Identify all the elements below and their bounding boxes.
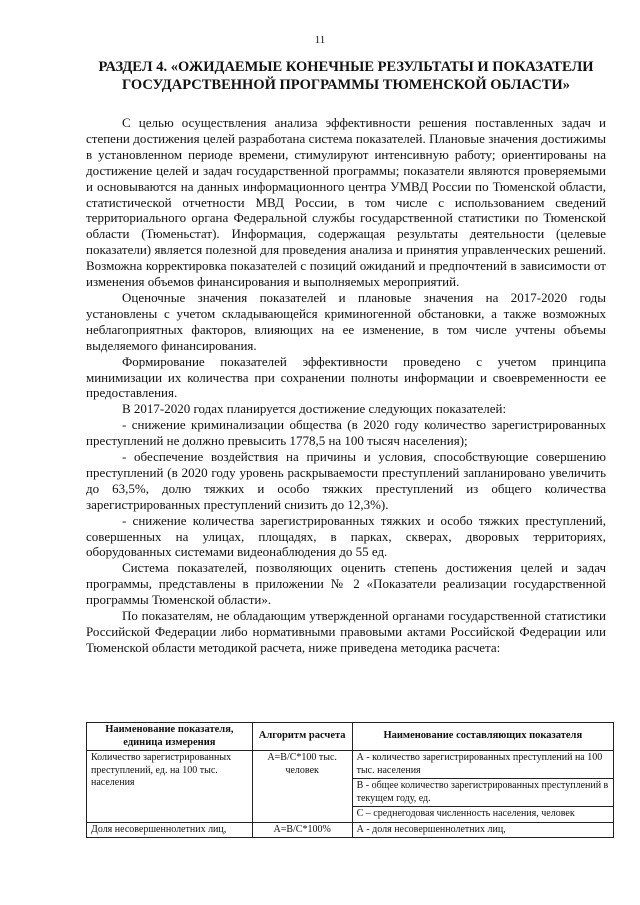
paragraph: По показателям, не обладающим утвержденной органами государственной статистики Российской Федерации либо нормативными правовыми актами Российской Федерации или Тюменской области методикой расчета, ниже приведена методика расчета: — [86, 608, 606, 655]
paragraph: Формирование показателей эффективности проведено с учетом принципа минимизации их количества при сохранении полноты информации и своевременности ее предоставления. — [86, 353, 606, 401]
indicator-name: Доля несовершеннолетних лиц, — [87, 822, 253, 838]
indicator-name: Количество зарегистрированных преступлений, ед. на 100 тыс. населения — [87, 751, 253, 823]
paragraph: Система показателей, позволяющих оценить степень достижения целей и задач программы, представлены в приложении № 2 «Показатели реализации государственной программы Тюменской области». — [86, 560, 606, 608]
bullet-paragraph: - снижение криминализации общества (в 2020 году количество зарегистрированных преступлений не должно превысить 1778,5 на 100 тысяч населения); — [86, 417, 606, 449]
table-header-name: Наименование показателя, единица измерения — [87, 723, 253, 751]
paragraph: С целью осуществления анализа эффективности решения поставленных задач и степени достижения целей разработана система показателей. Плановые значения достижимы в установленном периоде времени, стимулируют интенсивную работу; ориентированы на достижение целей и задач государственной программы; показатели являются проверяемыми и основываются на данных информационного центра УМВД России по Тюменской области, статистической отчетности МВД России, в том числе с использованием сведений территориального органа Федеральной службы государственной статистики по Тюменской области (Тюменьстат). Информация, содержащая результаты деятельности (целевые показатели) является полезной для проведения анализа и принятия управленческих решений. Возможна корректировка показателей с позиций ожиданий и предпочтений в зависимости от изменения объемов финансирования и выполняемых мероприятий. — [86, 115, 606, 290]
paragraph: Оценочные значения показателей и плановые значения на 2017-2020 годы установлены с учетом складывающейся криминогенной обстановки, а также возможных неблагоприятных факторов, влияющих на ее изменение, в том числе учтены объемы выделяемого финансирования. — [86, 289, 606, 353]
component-item: А - доля несовершеннолетних лиц, — [356, 823, 506, 835]
table-header-row — [87, 723, 614, 751]
body-text — [86, 115, 606, 656]
table-header-components: Наименование составляющих показателя — [352, 723, 613, 751]
table-header-algorithm: Алгоритм расчета — [252, 723, 352, 751]
paragraph: В 2017-2020 годах планируется достижение следующих показателей: — [122, 401, 507, 417]
table-row — [87, 751, 614, 823]
methodology-table — [86, 722, 614, 838]
indicator-algorithm: A=B/C*100% — [252, 822, 352, 838]
indicator-components — [352, 822, 613, 838]
indicator-algorithm: A=B/C*100 тыс. человек — [252, 751, 352, 823]
bullet-paragraph: - обеспечение воздействия на причины и условия, способствующие совершению преступлений (в 2020 году уровень раскрываемости преступлений запланировано увеличить до 63,5%, долю тяжких и особо тяжких преступлений из общего количества зарегистрированных преступлений снизить до 12,3%). — [86, 449, 606, 512]
section-title: РАЗДЕЛ 4. «ОЖИДАЕМЫЕ КОНЕЧНЫЕ РЕЗУЛЬТАТЫ И ПОКАЗАТЕЛИ ГОСУДАРСТВЕННОЙ ПРОГРАММЫ ТЮМЕНСКОЙ ОБЛАСТИ» — [98, 59, 594, 93]
bullet-paragraph: - снижение количества зарегистрированных тяжких и особо тяжких преступлений, совершенных на улицах, площадях, в парках, скверах, дворовых территориях, оборудованных системами видеонаблюдения до 55 ед. — [86, 512, 606, 560]
component-item: А - количество зарегистрированных преступлений на 100 тыс. населения — [353, 751, 613, 779]
page-number: 11 — [314, 34, 326, 46]
component-item: В - общее количество зарегистрированных преступлений в текущем году, ед. — [353, 779, 613, 807]
component-item: С – среднегодовая численность населения, человек — [356, 808, 575, 819]
indicator-components — [352, 751, 613, 823]
table-row — [87, 822, 614, 838]
